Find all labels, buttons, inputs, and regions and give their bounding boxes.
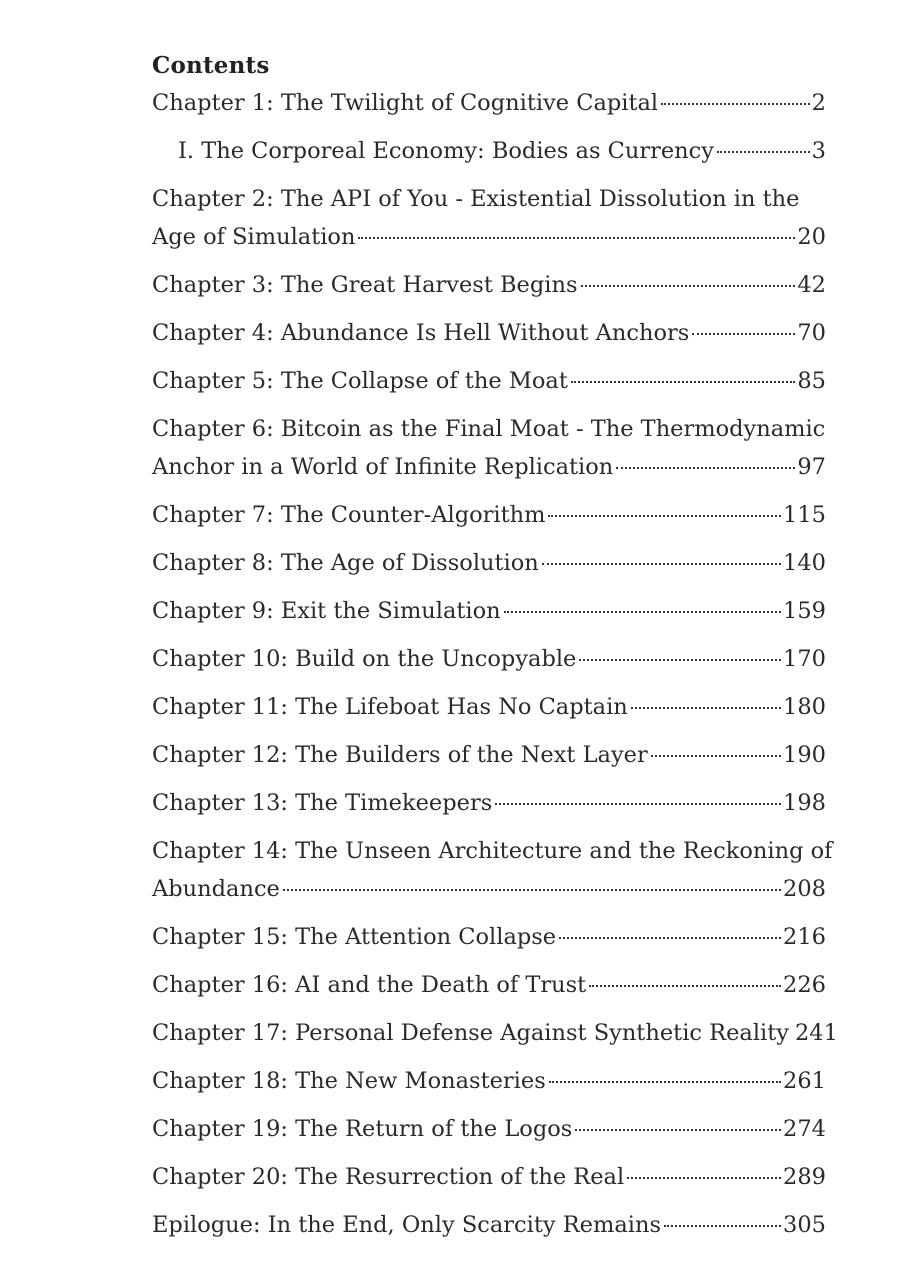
toc-entry-page: 3 — [811, 138, 826, 164]
toc-entry[interactable] — [152, 544, 826, 582]
toc-entry[interactable] — [152, 84, 826, 122]
toc-entry-page: 20 — [797, 224, 826, 250]
toc-entry-title: Chapter 20: The Resurrection of the Real — [152, 1164, 625, 1190]
dot-leader — [627, 1177, 781, 1179]
toc-entry-page: 274 — [783, 1116, 826, 1142]
toc-entry-title-line1: Chapter 14: The Unseen Architecture and the Reckoning of — [152, 838, 833, 864]
toc-entry-page: 190 — [783, 742, 826, 768]
toc-entry[interactable] — [152, 314, 826, 352]
toc-entry-page: 216 — [783, 924, 826, 950]
dot-leader — [548, 515, 781, 517]
toc-entry-title: Chapter 10: Build on the Uncopyable — [152, 646, 577, 672]
toc-entry-title: Chapter 13: The Timekeepers — [152, 790, 493, 816]
toc-entry-page: 159 — [783, 598, 826, 624]
toc-entry-title-line1: Chapter 2: The API of You - Existential Dissolution in the — [152, 186, 800, 212]
toc-entry[interactable] — [152, 592, 826, 630]
toc-entry-title: Chapter 11: The Lifeboat Has No Captain — [152, 694, 628, 720]
toc-entry-title: Chapter 5: The Collapse of the Moat — [152, 368, 568, 394]
toc-entry-title: Chapter 17: Personal Defense Against Synthetic Reality — [152, 1020, 789, 1046]
dot-leader — [616, 467, 795, 469]
toc-entry-title: Chapter 1: The Twilight of Cognitive Capital — [152, 90, 659, 116]
toc-entry-title: Abundance — [152, 876, 280, 902]
toc-entry-title: Chapter 4: Abundance Is Hell Without Anchors — [152, 320, 690, 346]
toc-entry-page: 305 — [783, 1212, 826, 1238]
toc-entry-page: 180 — [783, 694, 826, 720]
dot-leader — [495, 803, 781, 805]
toc-entry-page: 42 — [797, 272, 826, 298]
toc-entry[interactable] — [152, 266, 826, 304]
toc-entry[interactable] — [152, 918, 826, 956]
dot-leader — [504, 611, 781, 613]
toc-entry[interactable] — [152, 966, 826, 1004]
contents-heading: Contents — [152, 52, 270, 79]
dot-leader — [651, 755, 781, 757]
toc-entry[interactable] — [152, 688, 826, 726]
dot-leader — [661, 103, 810, 105]
dot-leader — [542, 563, 781, 565]
toc-entry-page: 97 — [797, 454, 826, 480]
toc-entry-page: 2 — [811, 90, 826, 116]
toc-entry-page: 261 — [783, 1068, 826, 1094]
toc-entry-title: Chapter 9: Exit the Simulation — [152, 598, 501, 624]
toc-entry-title: Chapter 15: The Attention Collapse — [152, 924, 557, 950]
toc-entry-title: Chapter 3: The Great Harvest Begins — [152, 272, 578, 298]
toc-entry[interactable] — [152, 1206, 826, 1244]
toc-entry-title: Age of Simulation — [152, 224, 356, 250]
dot-leader — [283, 889, 781, 891]
dot-leader — [549, 1081, 781, 1083]
toc-entry[interactable] — [152, 180, 826, 256]
toc-entry-page: 70 — [797, 320, 826, 346]
toc-entry-title: Chapter 18: The New Monasteries — [152, 1068, 546, 1094]
dot-leader — [581, 285, 796, 287]
toc-entry-page: 289 — [783, 1164, 826, 1190]
toc-entry-page: 241 — [794, 1020, 838, 1046]
toc-entry[interactable] — [152, 832, 833, 908]
toc-entry-title-line1: Chapter 6: Bitcoin as the Final Moat - The Thermodynamic — [152, 416, 826, 442]
dot-leader — [664, 1225, 781, 1227]
toc-entry[interactable] — [152, 1062, 826, 1100]
toc-entry-title: I. The Corporeal Economy: Bodies as Currency — [178, 138, 714, 164]
toc-entry-title: Chapter 8: The Age of Dissolution — [152, 550, 539, 576]
toc-entry-title: Chapter 7: The Counter-Algorithm — [152, 502, 546, 528]
toc-entry[interactable] — [152, 736, 826, 774]
toc-entry[interactable] — [152, 1014, 838, 1052]
dot-leader — [589, 985, 781, 987]
dot-leader — [631, 707, 781, 709]
toc-entry-title: Anchor in a World of Infinite Replication — [152, 454, 614, 480]
dot-leader — [358, 237, 795, 239]
toc-entry-page: 115 — [783, 502, 826, 528]
dot-leader — [575, 1129, 781, 1131]
toc-entry[interactable] — [152, 132, 826, 170]
toc-entry-title: Chapter 12: The Builders of the Next Layer — [152, 742, 648, 768]
toc-entry[interactable] — [152, 496, 826, 534]
toc-entry[interactable] — [152, 410, 826, 486]
dot-leader — [717, 151, 810, 153]
toc-entry[interactable] — [152, 640, 826, 678]
toc-entry[interactable] — [152, 1110, 826, 1148]
toc-entry[interactable] — [152, 362, 826, 400]
dot-leader — [579, 659, 781, 661]
toc-entry-title: Chapter 19: The Return of the Logos — [152, 1116, 573, 1142]
toc-entry-page: 85 — [797, 368, 826, 394]
toc-entry-page: 140 — [783, 550, 826, 576]
toc-entry-page: 208 — [783, 876, 826, 902]
toc-entry[interactable] — [152, 784, 826, 822]
toc-entry[interactable] — [152, 1158, 826, 1196]
toc-entry-page: 226 — [783, 972, 826, 998]
toc-entry-title: Epilogue: In the End, Only Scarcity Remains — [152, 1212, 661, 1238]
dot-leader — [692, 333, 795, 335]
toc-entry-page: 170 — [783, 646, 826, 672]
toc-entry-page: 198 — [783, 790, 826, 816]
toc-list — [152, 84, 838, 1244]
dot-leader — [571, 381, 796, 383]
dot-leader — [559, 937, 781, 939]
toc-entry-title: Chapter 16: AI and the Death of Trust — [152, 972, 587, 998]
